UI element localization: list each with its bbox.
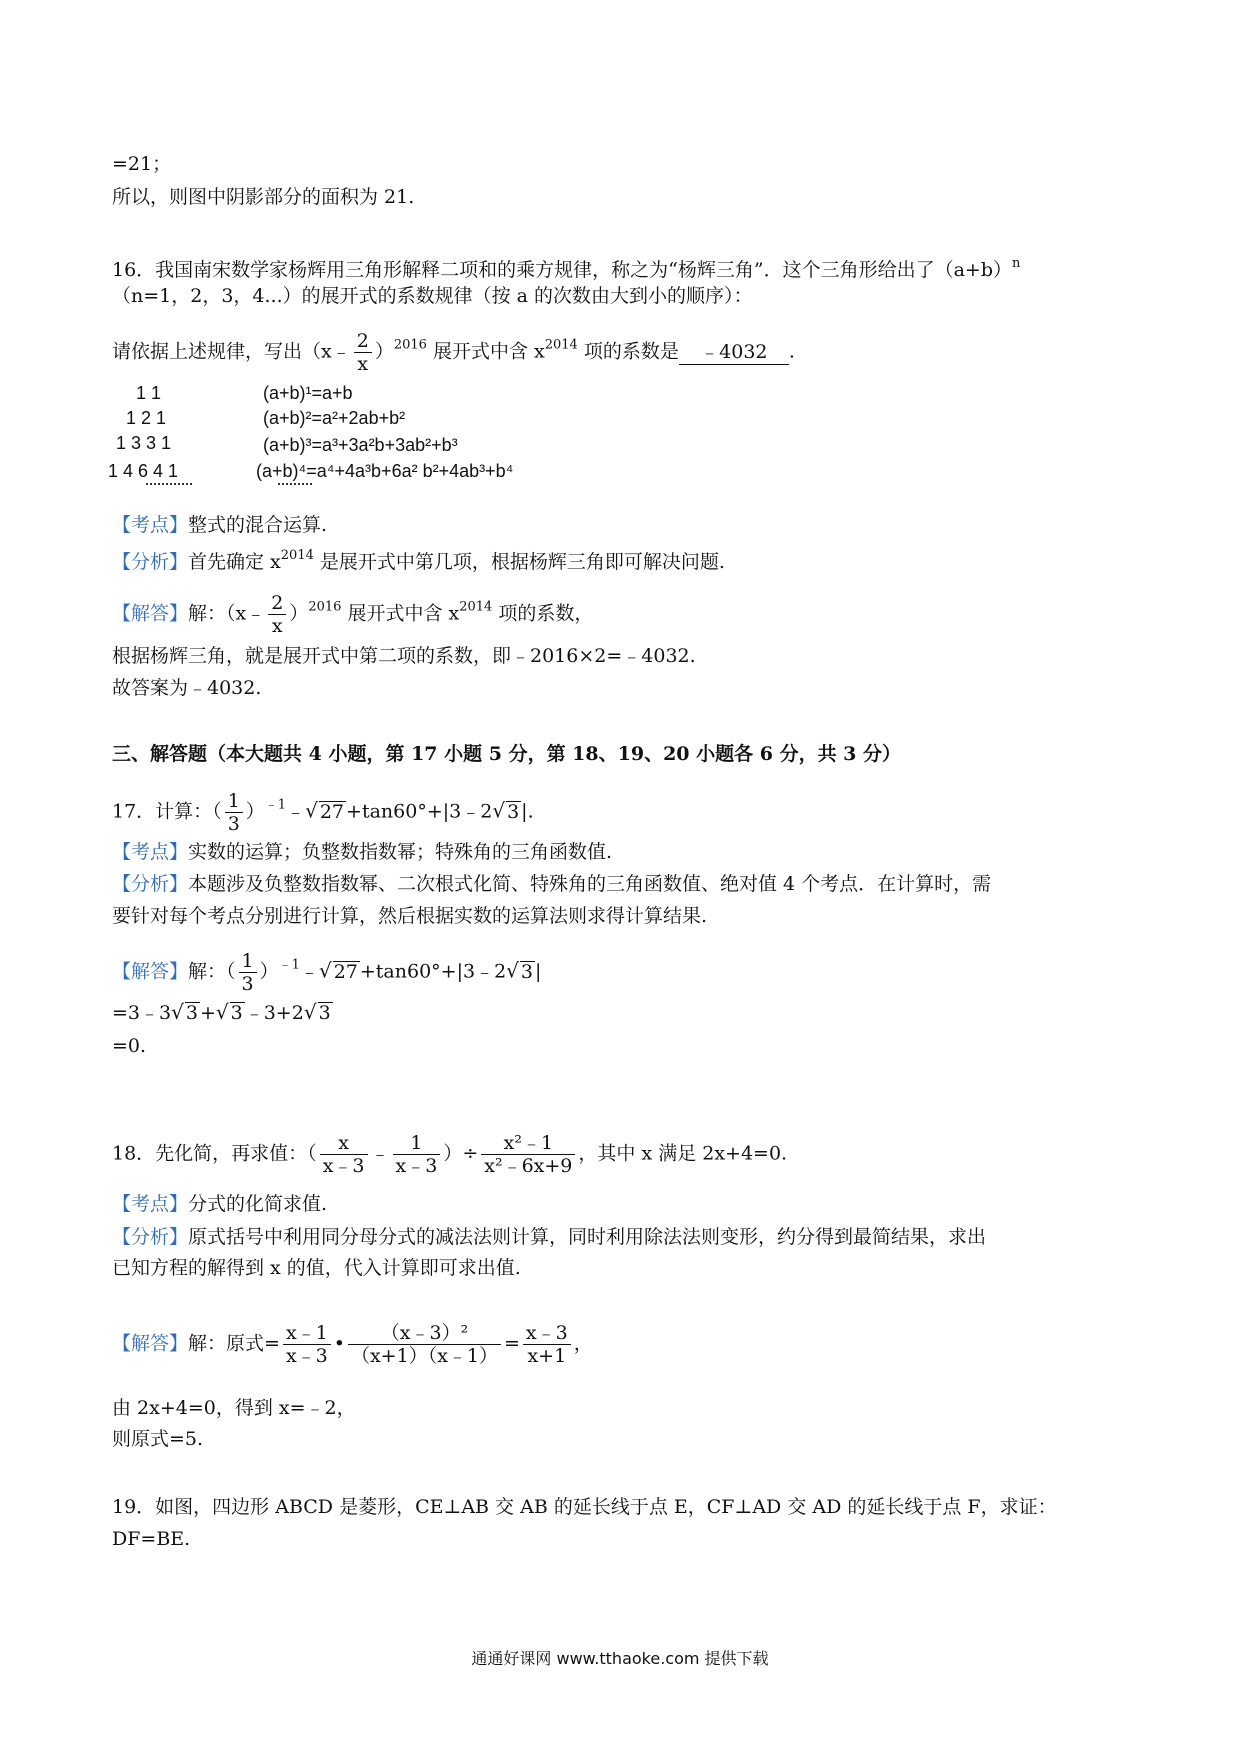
radicand: 3: [520, 960, 534, 983]
text-fragment: +tan60°+|3﹣2: [359, 960, 507, 983]
radicand: 27: [319, 800, 345, 823]
fraction: [523, 1322, 571, 1367]
question-18: [112, 1132, 787, 1177]
exponent: 2016: [393, 337, 427, 353]
question-17: [112, 790, 534, 835]
expansion-row-2: (a+b)²=a²+2ab+b²: [263, 408, 406, 428]
tag-fenxi: 【分析】: [112, 551, 189, 573]
numerator: x²﹣1: [481, 1132, 575, 1155]
radical-sign: √: [492, 798, 506, 823]
denominator: x﹣3: [322, 1155, 365, 1177]
text-fragment: +: [199, 1002, 216, 1024]
text-line: 由 2x+4=0，得到 x=﹣2，: [112, 1397, 356, 1419]
text-fragment: =: [504, 1332, 520, 1355]
fraction: [268, 592, 286, 637]
denominator: x+1: [527, 1345, 567, 1367]
denominator: （x+1）（x﹣1）: [350, 1345, 498, 1367]
text-fragment: 解：（x﹣: [188, 602, 266, 625]
text-line: DF=BE.: [112, 1528, 191, 1550]
text-fragment: ﹣3+2: [244, 1002, 304, 1024]
text-fragment: 解：（: [188, 960, 236, 983]
jieda-17: [112, 950, 541, 995]
numerator: 1: [225, 790, 243, 813]
text-line: =21；: [112, 153, 172, 175]
text-fragment: ）: [245, 800, 265, 823]
numerator: x﹣1: [283, 1322, 331, 1345]
tag-fenxi: 【分析】: [112, 1226, 189, 1248]
text-fragment: 展开式中含 x: [426, 340, 545, 363]
answer-blank: ﹣4032: [679, 340, 789, 365]
numerator: 2: [354, 330, 372, 353]
text-line: 根据杨辉三角，就是展开式中第二项的系数，即﹣2016×2=﹣4032.: [112, 645, 696, 667]
q16-line-a: 16．我国南宋数学家杨辉用三角形解释二项和的乘方规律，称之为“杨辉三角”．这个三角形给出了（a+b）: [112, 259, 1013, 281]
kaodian-18: [112, 1192, 327, 1216]
text-fragment: 项的系数，: [492, 602, 594, 625]
radicand: 3: [507, 800, 520, 823]
fenxi-17: [112, 872, 991, 896]
text-fragment: ）: [374, 340, 394, 363]
expansion-row-4: (a+b)⁴=a⁴+4a³b+6a² b²+4ab³+b⁴: [256, 461, 514, 481]
exponent: ﹣1: [264, 797, 287, 813]
question-16-prompt: [112, 330, 795, 375]
radical-sign: √: [303, 1000, 317, 1024]
expansion-row-1: (a+b)¹=a+b: [263, 383, 353, 403]
text-fragment: 是展开式中第几项，根据杨辉三角即可解决问题.: [313, 551, 725, 573]
tag-jieda: 【解答】: [112, 602, 189, 625]
text-fragment: 18．先化简，再求值：（: [112, 1142, 317, 1165]
text-fragment: ﹣: [299, 960, 319, 983]
fenxi-16: [112, 544, 725, 574]
text-fragment: ，其中 x 满足 2x+4=0.: [578, 1142, 788, 1165]
fraction: [239, 950, 257, 995]
numerator: 1: [239, 950, 257, 973]
question-16-text: [112, 252, 1020, 282]
text-fragment: 分式的化简求值.: [188, 1193, 328, 1215]
section-heading: 三、解答题（本大题共 4 小题，第 17 小题 5 分，第 18、19、20 小题各 6 分，共 3 分）: [112, 743, 902, 765]
text-fragment: ﹣: [370, 1142, 390, 1165]
text-line: [112, 1000, 333, 1025]
exponent: 2016: [308, 599, 342, 615]
fraction: [481, 1132, 575, 1177]
text-line: 已知方程的解得到 x 的值，代入计算即可求出值.: [112, 1257, 521, 1279]
dotted-underline: [278, 483, 312, 485]
text-fragment: 整式的混合运算.: [188, 514, 328, 536]
radicand: 3: [230, 1002, 243, 1024]
expansion-row-3: (a+b)³=a³+3a²b+3ab²+b³: [263, 435, 458, 455]
text-fragment: .: [788, 340, 795, 363]
dotted-underline: [146, 483, 192, 485]
fraction: [320, 1132, 368, 1177]
jieda-18: [112, 1322, 593, 1367]
text-fragment: ）: [289, 602, 309, 625]
denominator: x: [271, 615, 283, 637]
text-fragment: 本题涉及负整数指数幂、二次根式化简、特殊角的三角函数值、绝对值 4 个考点．在计算时，需: [188, 873, 992, 895]
denominator: x﹣3: [395, 1155, 438, 1177]
text-fragment: ）: [259, 960, 279, 983]
text-line: 则原式=5.: [112, 1428, 204, 1450]
text-fragment: 请依据上述规律，写出（x﹣: [112, 340, 351, 363]
tag-fenxi: 【分析】: [112, 873, 189, 895]
exponent: ﹣1: [278, 957, 300, 973]
radical-sign: √: [305, 798, 318, 823]
superscript: n: [1012, 256, 1021, 271]
text-fragment: ﹣: [286, 800, 306, 823]
text-line: =0.: [112, 1035, 147, 1057]
numerator: x: [320, 1132, 368, 1155]
text-line: 故答案为﹣4032.: [112, 677, 262, 699]
tag-jieda: 【解答】: [112, 1332, 189, 1355]
exponent: 2014: [459, 599, 493, 615]
text-fragment: 首先确定 x: [188, 551, 281, 573]
fraction: [354, 330, 372, 375]
radical-sign: √: [171, 1000, 184, 1024]
triangle-row-3: 1 3 3 1: [116, 433, 172, 453]
numerator: （x﹣3）²: [348, 1322, 501, 1345]
radical-sign: √: [506, 958, 519, 983]
text-fragment: 解：原式=: [188, 1332, 280, 1355]
text-fragment: ，: [573, 1332, 593, 1355]
fraction: [225, 790, 243, 835]
triangle-row-1: 1 1: [136, 383, 162, 403]
denominator: x﹣3: [285, 1345, 328, 1367]
numerator: 2: [268, 592, 286, 615]
tag-kaodian: 【考点】: [112, 514, 189, 536]
kaodian-16: [112, 513, 327, 537]
text-fragment: 原式括号中利用同分母分式的减法法则计算，同时利用除法法则变形，约分得到最简结果，求出: [188, 1226, 987, 1248]
text-fragment: |.: [521, 800, 534, 823]
yanghui-triangle-figure: [108, 383, 548, 493]
text-fragment: 实数的运算；负整数指数幂；特殊角的三角函数值.: [188, 841, 613, 863]
fenxi-18: [112, 1225, 986, 1249]
denominator: 3: [227, 813, 240, 835]
tag-jieda: 【解答】: [112, 960, 189, 983]
text-fragment: +tan60°+|3﹣2: [346, 800, 493, 823]
triangle-row-4: 1 4 6 4 1: [108, 461, 179, 481]
denominator: 3: [241, 973, 254, 995]
text-fragment: ）÷: [443, 1142, 479, 1165]
radicand: 3: [185, 1002, 198, 1024]
triangle-row-2: 1 2 1: [126, 408, 167, 428]
text-fragment: 17．计算：（: [112, 800, 222, 823]
text-line: （n=1，2，3，4...）的展开式的系数规律（按 a 的次数由大到小的顺序）：: [112, 285, 753, 307]
tag-kaodian: 【考点】: [112, 841, 189, 863]
exponent: 2014: [280, 548, 314, 563]
text-fragment: =3﹣3: [112, 1002, 172, 1024]
numerator: x﹣3: [523, 1322, 571, 1345]
radicand: 3: [318, 1002, 331, 1024]
radicand: 27: [333, 960, 358, 983]
text-line: 所以，则图中阴影部分的面积为 21.: [112, 186, 415, 208]
kaodian-17: [112, 840, 612, 864]
denominator: x²﹣6x+9: [484, 1155, 573, 1177]
denominator: x: [357, 353, 369, 375]
radical-sign: √: [318, 958, 332, 983]
text-fragment: 展开式中含 x: [341, 602, 460, 625]
radical-sign: √: [215, 1000, 229, 1024]
text-fragment: •: [333, 1332, 345, 1355]
jieda-16: [112, 592, 593, 637]
text-line: 要针对每个考点分别进行计算，然后根据实数的运算法则求得计算结果.: [112, 905, 708, 927]
exponent: 2014: [544, 337, 578, 353]
fraction: [393, 1132, 441, 1177]
question-19-text: 19．如图，四边形 ABCD 是菱形，CE⊥AB 交 AB 的延长线于点 E，CF⊥AD 交 AD 的延长线于点 F，求证：: [112, 1496, 1057, 1518]
text-fragment: |: [535, 960, 542, 983]
numerator: 1: [393, 1132, 441, 1155]
fraction: [283, 1322, 331, 1367]
text-fragment: 项的系数是: [577, 340, 679, 363]
fraction: [348, 1322, 501, 1367]
page-footer: 通通好课网 www.tthaoke.com 提供下载: [471, 1649, 769, 1668]
tag-kaodian: 【考点】: [112, 1193, 189, 1215]
